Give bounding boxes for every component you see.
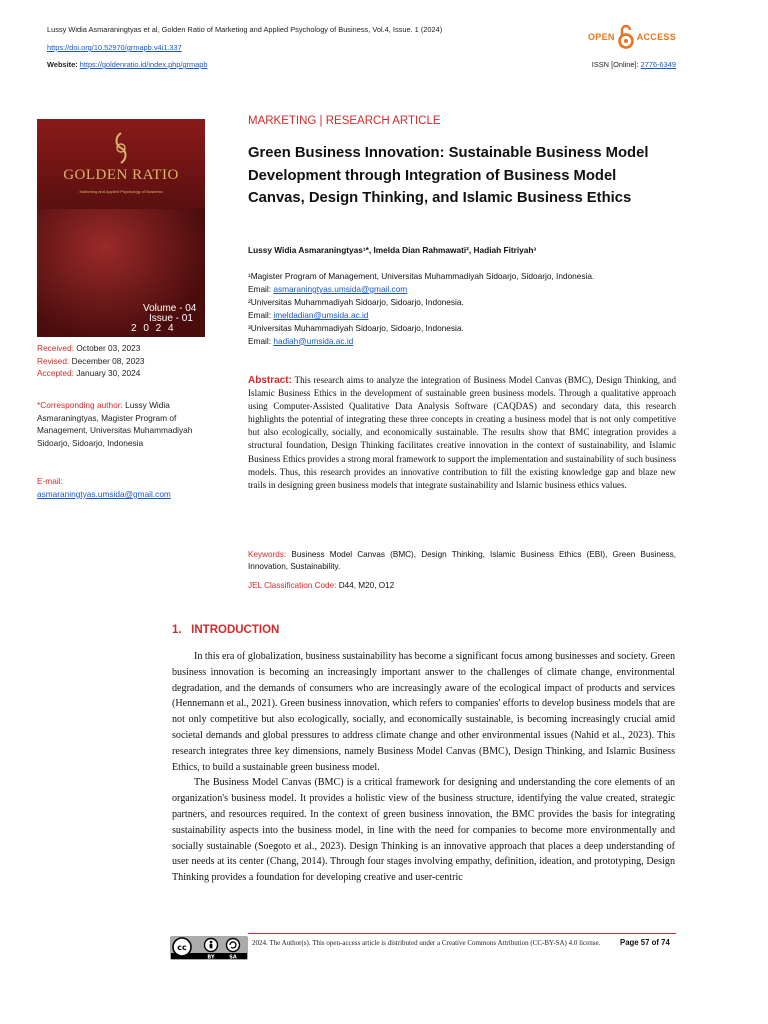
issn-line: ISSN [Online]: 2776-6349 [591, 60, 676, 69]
license-note: 2024. The Author(s). This open-access article is distributed under a Creative Commons Attribution (CC-BY-SA) 4.0 license. [252, 939, 601, 947]
website-link[interactable]: https://goldenratio.id/index.php/grmapb [79, 60, 208, 69]
corresponding-email: E-mail: asmaraningtyas.umsida@gmail.com [37, 476, 171, 499]
keywords: Keywords: Business Model Canvas (BMC), Design Thinking, Islamic Business Ethics (EBI), Green Business, Innovation, Sustainability. [248, 550, 676, 571]
open-access-logo: OPEN ACCESS [588, 22, 676, 52]
open-access-lock-icon [618, 24, 634, 50]
jel-codes: JEL Classification Code: D44, M20, O12 [248, 581, 395, 590]
citation-line: Lussy Widia Asmaraningtyas et al, Golden Ratio of Marketing and Applied Psychology of Business, Vol.4, Issue. 1 (2024) [47, 25, 443, 34]
author-list: Lussy Widia Asmaraningtyas¹*, Imelda Dian Rahmawati², Hadiah Fitriyah³ [248, 245, 537, 255]
cover-title: GOLDEN RATIO [63, 167, 179, 183]
affiliation-email-1[interactable]: asmaraningtyas.umsida@gmail.com [273, 283, 408, 294]
intro-paragraph-1: In this era of globalization, business sustainability has become a significant focus among businesses and society. Green business innovation is becoming an increasingly important answer to the challenges of climate change, environmental degradation, and the demands of consumers who are increasingly aware of the ecological impact of products and services (Hennemann et al., 2021). Green business innovation, which refers to companies' efforts to develop business models that are not only competitive but also ecologically, socially, and economically sustainable, is becoming increasingly crucial amid societal demands and global pressures to address climate change and other environmental issues (Nahid et al., 2023). This research integrates three key dimensions, namely Business Model Canvas (BMC), Design Thinking, and Islamic Business Ethics, to build a sustainable green business model. [172, 651, 675, 773]
affiliations: ¹Magister Program of Management, Universitas Muhammadiyah Sidoarjo, Sidoarjo, Indonesia. Email: asmaraningtyas.umsida@gmail.com ²Universitas Muhammadiyah Sidoarjo, Sidoarjo, Indonesia. Email: imeldadian@umsida.ac.id ³Universitas Muhammadiyah Sidoarjo, Sidoarjo, Indonesia. Email: hadiah@umsida.ac.id [248, 271, 595, 346]
doi-link[interactable]: https://doi.org/10.52970/grmapb.v4i1.337 [47, 43, 182, 52]
cc-by-sa-license-icon [170, 936, 248, 960]
footer-rule [248, 933, 676, 934]
cover-subtitle: Marketing and Applied Psychology of Business [79, 189, 163, 194]
golden-ratio-emblem-icon [111, 131, 131, 165]
article-category: MARKETING | RESEARCH ARTICLE [248, 115, 441, 127]
introduction-body [172, 649, 675, 886]
journal-cover [37, 119, 205, 337]
website-line: Website: https://goldenratio.id/index.php/grmapb [47, 60, 208, 69]
page-number: Page 57 of 74 [620, 938, 670, 947]
svg-text:SA: SA [229, 954, 237, 960]
article-dates: Received: October 03, 2023 Revised: December 08, 2023 Accepted: January 30, 2024 [37, 343, 145, 379]
corresponding-author: *Corresponding author: Lussy Widia Asmaraningtyas, Magister Program of Management, Universitas Muhammadiyah Sidoarjo, Sidoarjo, Indonesia [37, 400, 193, 449]
abstract: Abstract: This research aims to analyze the integration of Business Model Canvas (BMC), Design Thinking, and Islamic Business Ethics in the development of sustainable green business models. Through a qualitative approach using Computer-Assisted Qualitative Data Analysis Software (CAQDAS) and secondary data, this research highlights the potential of integrating these three concepts in creating a business model that is not only competitive but also ecologically, socially, and economically sustainable. The results show that BMC integration provides a structural foundation, Design Thinking facilitates creative innovation in the context of sustainability, and Islamic Business Ethics provides a strong moral framework to support the implementation and sustainability of such business models. Thus, this research provides an innovative contribution to fill the existing knowledge gap and blaze new trails in designing green business models that integrate sustainability and Islamic business ethics values. [248, 375, 677, 490]
affiliation-email-2[interactable]: imeldadian@umsida.ac.id [273, 309, 369, 320]
article-title: Green Business Innovation: Sustainable Business Model Development through Integration of Business Model Canvas, Design Thinking, and Islamic Business Ethics [248, 145, 649, 207]
intro-paragraph-2: The Business Model Canvas (BMC) is a critical framework for designing and understanding the core elements of an organization's business model. It provides a holistic view of the business structure, identifying the value created, strategic partners, and resources required. In the context of green business innovation, the BMC provides the basis for integrating sustainability aspects into the business model, in line with the need for companies to become more environmentally and socially sustainable (Soegoto et al., 2023). Design Thinking is an innovative approach that places a deep understanding of user needs at its center (Chang, 2014). Through four stages involving empathy, definition, ideation, and prototyping, Design Thinking provides a foundation for developing creative and user-centric [172, 777, 675, 884]
svg-text:BY: BY [207, 954, 215, 960]
section-heading-introduction: 1. INTRODUCTION [172, 624, 280, 636]
affiliation-email-3[interactable]: hadiah@umsida.ac.id [273, 335, 354, 346]
corresponding-email-link[interactable]: asmaraningtyas.umsida@gmail.com [37, 488, 171, 499]
svg-text:cc: cc [177, 943, 187, 952]
cover-volume: Volume - 04 Issue - 01 2 0 2 4 [131, 303, 197, 334]
issn-link[interactable]: 2776-6349 [640, 60, 676, 69]
